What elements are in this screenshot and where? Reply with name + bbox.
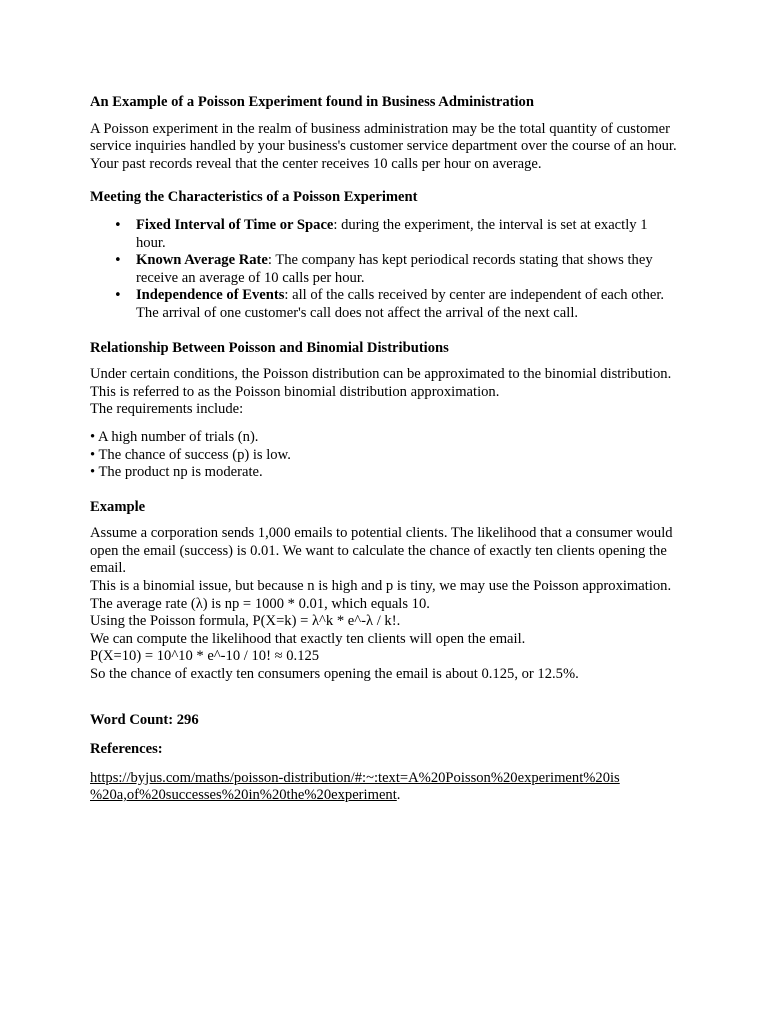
list-item-text: : all of the calls received by center are independent of each other. The arrival of one customer's call does not affect the arrival of the next call.: [136, 287, 665, 321]
list-item: [136, 217, 678, 252]
example-line: We can compute the likelihood that exactly ten clients will open the email.: [90, 630, 526, 647]
list-item-term: Known Average Rate: [136, 252, 268, 269]
example-heading: Example: [90, 498, 146, 515]
example-line: This is a binomial issue, but because n is high and p is tiny, we may use the Poisson approximation. The average rate (λ) is np = 1000 * 0.01, which equals 10.: [90, 578, 672, 612]
reference-link-line: %20a,of%20successes%20in%20the%20experiment: [90, 787, 397, 804]
list-item: [136, 287, 678, 322]
example-paragraph: [90, 525, 678, 683]
requirements-list: [90, 429, 678, 482]
example-line: So the chance of exactly ten consumers opening the email is about 0.125, or 12.5%.: [90, 666, 579, 683]
relationship-line: The requirements include:: [90, 401, 244, 418]
requirement-item: • The chance of success (p) is low.: [90, 446, 291, 463]
relationship-line: Under certain conditions, the Poisson distribution can be approximated to the binomial distribution. This is referred to as the Poisson binomial distribution approximation.: [90, 366, 672, 400]
relationship-heading: Relationship Between Poisson and Binomial Distributions: [90, 339, 449, 356]
reference-trailing: .: [396, 787, 401, 804]
intro-paragraph: A Poisson experiment in the realm of business administration may be the total quantity of customer service inquiries handled by your business's customer service department over the course of an hour. Your past records reveal that the center receives 10 calls per hour on average.: [90, 120, 677, 172]
characteristics-heading: Meeting the Characteristics of a Poisson Experiment: [90, 189, 418, 206]
example-line: P(X=10) = 10^10 * e^-10 / 10! ≈ 0.125: [90, 648, 320, 665]
example-line: Assume a corporation sends 1,000 emails to potential clients. The likelihood that a consumer would open the email (success) is 0.01. We want to calculate the chance of exactly ten clients opening the email.: [90, 525, 673, 577]
requirement-item: • A high number of trials (n).: [90, 428, 259, 445]
list-item-text: : The company has kept periodical records stating that shows they receive an average of 10 calls per hour.: [136, 252, 653, 286]
references-heading: References:: [90, 741, 163, 758]
reference-link-line: https://byjus.com/maths/poisson-distribution/#:~:text=A%20Poisson%20experiment%20is: [90, 769, 620, 786]
reference-link[interactable]: [90, 770, 678, 804]
list-item-term: Independence of Events: [136, 287, 285, 304]
characteristics-list: [90, 217, 678, 323]
references-entry: [90, 770, 678, 805]
word-count: Word Count: 296: [90, 711, 199, 728]
example-line: Using the Poisson formula, P(X=k) = λ^k * e^-λ / k!.: [90, 613, 401, 630]
relationship-paragraph: [90, 366, 678, 419]
intro-heading: An Example of a Poisson Experiment found in Business Administration: [90, 94, 534, 110]
list-item-term: Fixed Interval of Time or Space: [136, 216, 334, 233]
list-item: [136, 252, 678, 287]
requirement-item: • The product np is moderate.: [90, 464, 263, 481]
list-item-text: : during the experiment, the interval is set at exactly 1 hour.: [136, 216, 648, 251]
